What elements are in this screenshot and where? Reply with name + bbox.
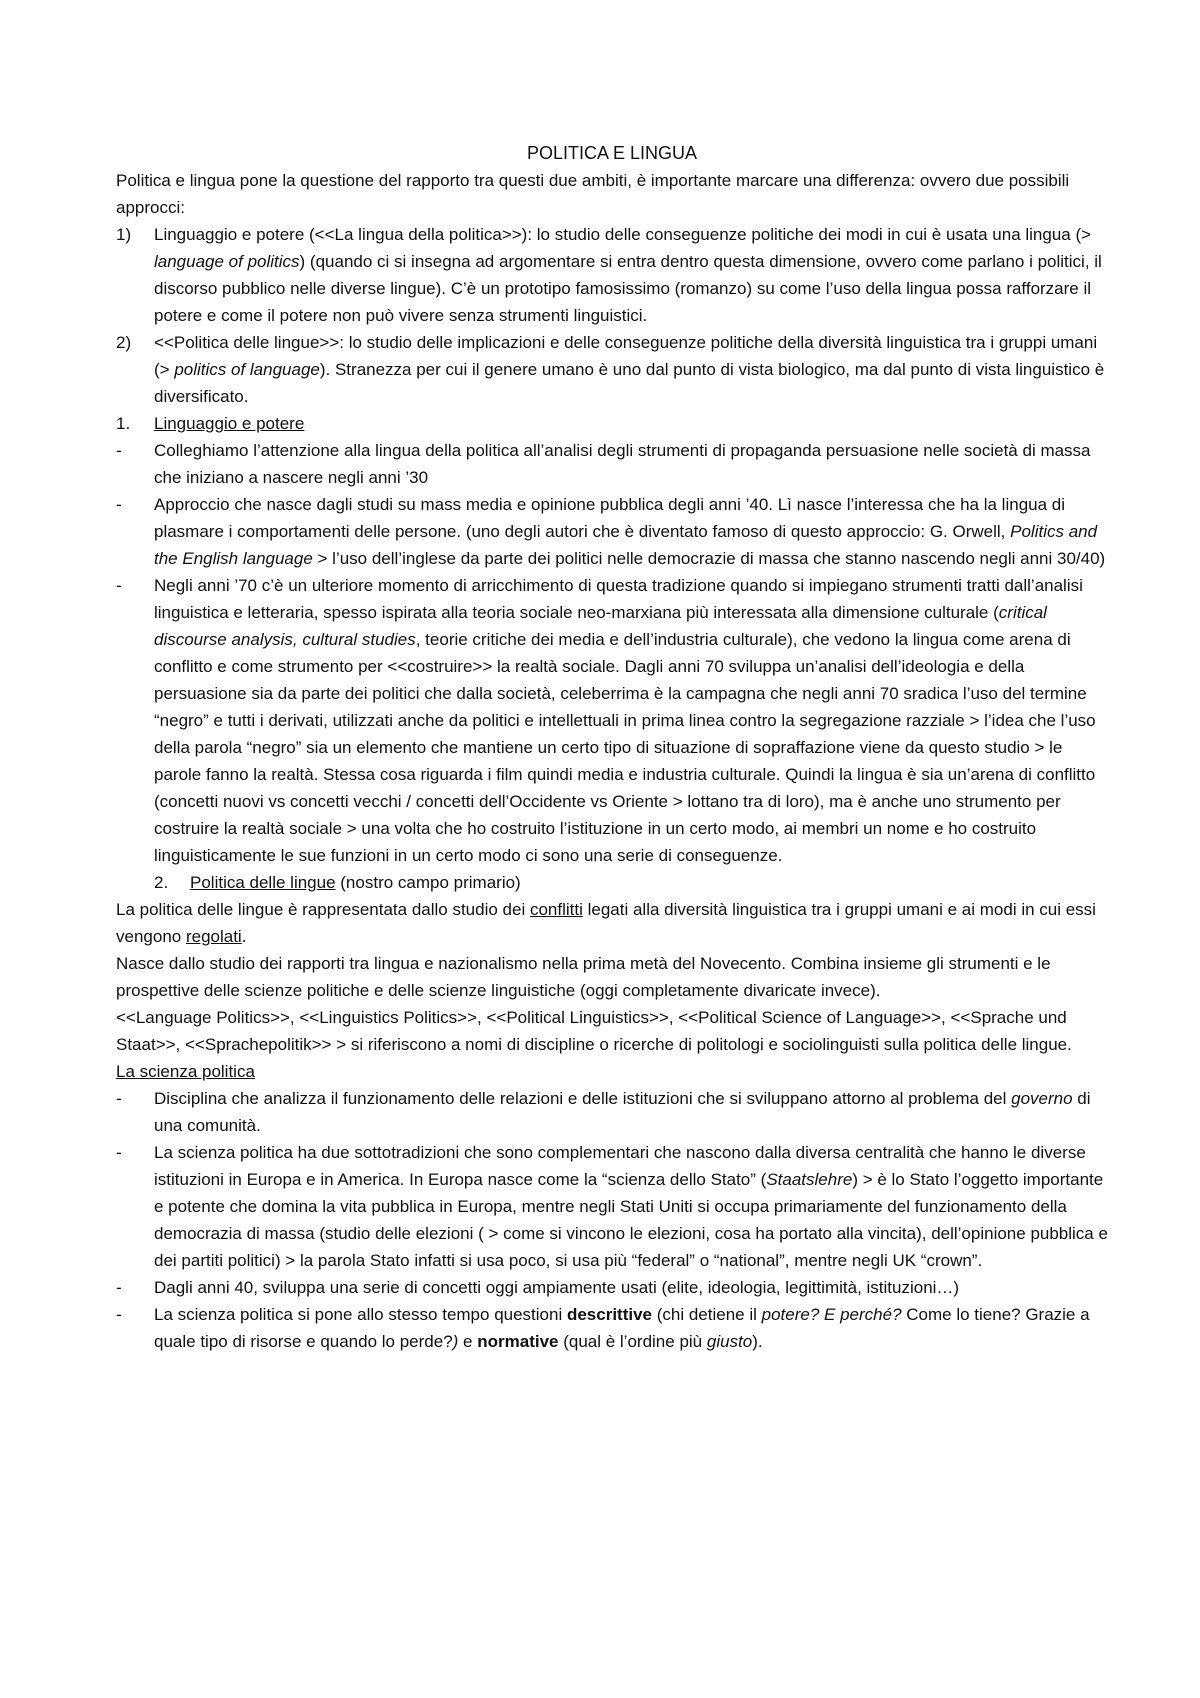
bullet-text: Negli anni ’70 c’è un ulteriore momento di arricchimento di questa tradizione quando si impiegano strumenti tratti dall’analisi linguistica e letteraria, spesso ispirata alla teoria sociale neo-marxiana più interessata alla dimensione culturale ( [154, 576, 1083, 622]
bold-term: descrittive [566, 1305, 653, 1324]
section-2-heading [116, 869, 1108, 896]
list-marker: 1. [116, 414, 131, 433]
section-1-heading [116, 410, 1108, 437]
bullet-item [116, 437, 1108, 491]
approach-1 [116, 221, 1108, 329]
bullet-text-end: di una comunità. [154, 1089, 1091, 1135]
list-marker: 2. [154, 873, 169, 892]
underlined-term: regolati [185, 927, 242, 946]
dash-marker: - [116, 576, 122, 595]
list-marker: 2) [116, 333, 132, 352]
dash-marker: - [116, 1278, 122, 1297]
section-2-paragraph [116, 896, 1108, 950]
list-marker: 1) [116, 225, 132, 244]
approach-2-text-end: ). Stranezza per cui il genere umano è uno dal punto di vista biologico, ma dal punto di vista linguistico è diversificato. [154, 360, 1105, 406]
bullet-item [116, 1301, 1108, 1355]
approach-1-italic: language of politics [154, 252, 300, 271]
text-run: . [241, 927, 247, 946]
bullet-text-end: ) > è lo Stato l’oggetto importante e potente che domina la vita pubblica in Europa, mentre negli Stati Uniti si occupa primariamente del funzionamento della democrazia di massa (studio delle elezioni ( > come si vincono le elezioni, cosa ha portato alla vincita), dell’opinione pubblica e dei partiti politici) > la parola Stato infatti si usa poco, si usa più “federal” o “national”, mentre negli UK “crown”. [154, 1170, 1108, 1270]
text-run: (qual è l’ordine più [558, 1332, 707, 1351]
text-run: legati alla diversità linguistica tra i gruppi umani e ai modi in cui essi vengono [116, 900, 1096, 946]
italic-term: potere? E perché? [761, 1305, 902, 1324]
section-2-note: (nostro campo primario) [335, 873, 521, 892]
text-run: La scienza politica si pone allo stesso tempo questioni [154, 1305, 567, 1324]
bullet-text: Disciplina che analizza il funzionamento delle relazioni e delle istituzioni che si sviluppano attorno al problema del [154, 1089, 1012, 1108]
bullet-text: Dagli anni 40, sviluppa una serie di concetti oggi ampiamente usati (elite, ideologia, legittimità, istituzioni…) [154, 1278, 960, 1297]
italic-term: giusto [706, 1332, 753, 1351]
scienza-heading-line [116, 1058, 1108, 1085]
underlined-term: conflitti [529, 900, 583, 919]
approach-1-text: Linguaggio e potere (<<La lingua della politica>>): lo studio delle conseguenze politiche dei modi in cui è usata una lingua (> [154, 225, 1092, 244]
italic-term: ) [452, 1332, 459, 1351]
approach-2-text: <<Politica delle lingue>>: lo studio delle implicazioni e delle conseguenze politiche della diversità linguistica tra i gruppi umani (> [154, 333, 1098, 379]
approach-2-italic: politics of language [174, 360, 320, 379]
text-run: e [458, 1332, 478, 1351]
dash-marker: - [116, 441, 122, 460]
bullet-text: Colleghiamo l’attenzione alla lingua della politica all’analisi degli strumenti di propaganda persuasione nelle società di massa che iniziano a nascere negli anni ’30 [154, 441, 1091, 487]
dash-marker: - [116, 495, 122, 514]
text-run: La politica delle lingue è rappresentata dallo studio dei [116, 900, 530, 919]
bullet-italic: governo [1011, 1089, 1073, 1108]
bullet-item [116, 572, 1108, 869]
section-2-paragraph: <<Language Politics>>, <<Linguistics Politics>>, <<Political Linguistics>>, <<Political Science of Language>>, <<Sprache und Staat>>, <<Sprachepolitik>> > si riferiscono a nomi di discipline o ricerche di politologi e sociolinguisti sulla politica delle lingue. [116, 1008, 1072, 1054]
document-title: POLITICA E LINGUA [526, 143, 698, 163]
dash-marker: - [116, 1143, 122, 1162]
bullet-item [116, 1085, 1108, 1139]
dash-marker: - [116, 1089, 122, 1108]
section-2-paragraph: Nasce dallo studio dei rapporti tra lingua e nazionalismo nella prima metà del Novecento. Combina insieme gli strumenti e le prospettive delle scienze politiche e delle scienze linguistiche (oggi completamente divaricate invece). [116, 954, 1051, 1000]
section-2-title: Politica delle lingue [190, 873, 336, 892]
bullet-item [116, 491, 1108, 572]
bullet-italic: Staatslehre [766, 1170, 853, 1189]
intro-paragraph: Politica e lingua pone la questione del rapporto tra questi due ambiti, è importante marcare una differenza: ovvero due possibili approcci: [116, 171, 1070, 217]
bullet-text-end: > l’uso dell’inglese da parte dei politici nelle democrazie di massa che stanno nascendo negli anni 30/40) [312, 549, 1106, 568]
bullet-text-end: , teorie critiche dei media e dell’industria culturale), che vedono la lingua come arena di conflitto e come strumento per <<costruire>> la realtà sociale. Dagli anni 70 sviluppa un’analisi dell’ideologia e della persuasione sia da parte dei politici che dalla società, celeberrima è la campagna che negli anni 70 sradica l’uso del termine “negro” e tutti i derivati, utilizzati anche da politici e intellettuali in prima linea contro la segregazione razziale > l’idea che l’uso della parola “negro” sia un elemento che mantiene un certo tipo di situazione di sopraffazione viene da questo studio > le parole fanno la realtà. Stessa cosa riguarda i film quindi media e industria culturale. Quindi la lingua è sia un’arena di conflitto (concetti nuovi vs concetti vecchi / concetti dell’Occidente vs Oriente > lottano tra di loro), ma è anche uno strumento per costruire la realtà sociale > una volta che ho costruito l’istituzione in un certo modo, ai membri un nome e ho costruito linguisticamente le sue funzioni in un certo modo ci sono una serie di conseguenze. [154, 630, 1096, 865]
dash-marker: - [116, 1305, 122, 1324]
bullet-italic: critical discourse analysis, cultural studies [154, 603, 1047, 649]
text-run: Come lo tiene? Grazie a quale tipo di risorse e quando lo perde? [154, 1305, 1090, 1351]
bold-term: normative [477, 1332, 559, 1351]
scienza-heading: La scienza politica [116, 1062, 255, 1081]
bullet-italic: Politics and the English language [154, 522, 1098, 568]
bullet-item [116, 1274, 1108, 1301]
bullet-text: Approccio che nasce dagli studi su mass media e opinione pubblica degli anni ’40. Lì nasce l’interessa che ha la lingua di plasmare i comportamenti delle persone. (uno degli autori che è diventato famoso di questo approccio: G. Orwell, [154, 495, 1066, 541]
text-run: ). [752, 1332, 763, 1351]
text-run: (chi detiene il [652, 1305, 762, 1324]
bullet-text: La scienza politica ha due sottotradizioni che sono complementari che nascono dalla diversa centralità che hanno le diverse istituzioni in Europa e in America. In Europa nasce come la “scienza dello Stato” ( [154, 1143, 1086, 1189]
section-1-title: Linguaggio e potere [154, 414, 305, 433]
approach-1-text-end: ) (quando ci si insegna ad argomentare si entra dentro questa dimensione, ovvero come parlano i politici, il discorso pubblico nelle diverse lingue). C’è un prototipo famosissimo (romanzo) su come l’uso della lingua possa rafforzare il potere e come il potere non può vivere senza strumenti linguistici. [154, 252, 1102, 325]
approach-2 [116, 329, 1108, 410]
bullet-item [116, 1139, 1108, 1274]
